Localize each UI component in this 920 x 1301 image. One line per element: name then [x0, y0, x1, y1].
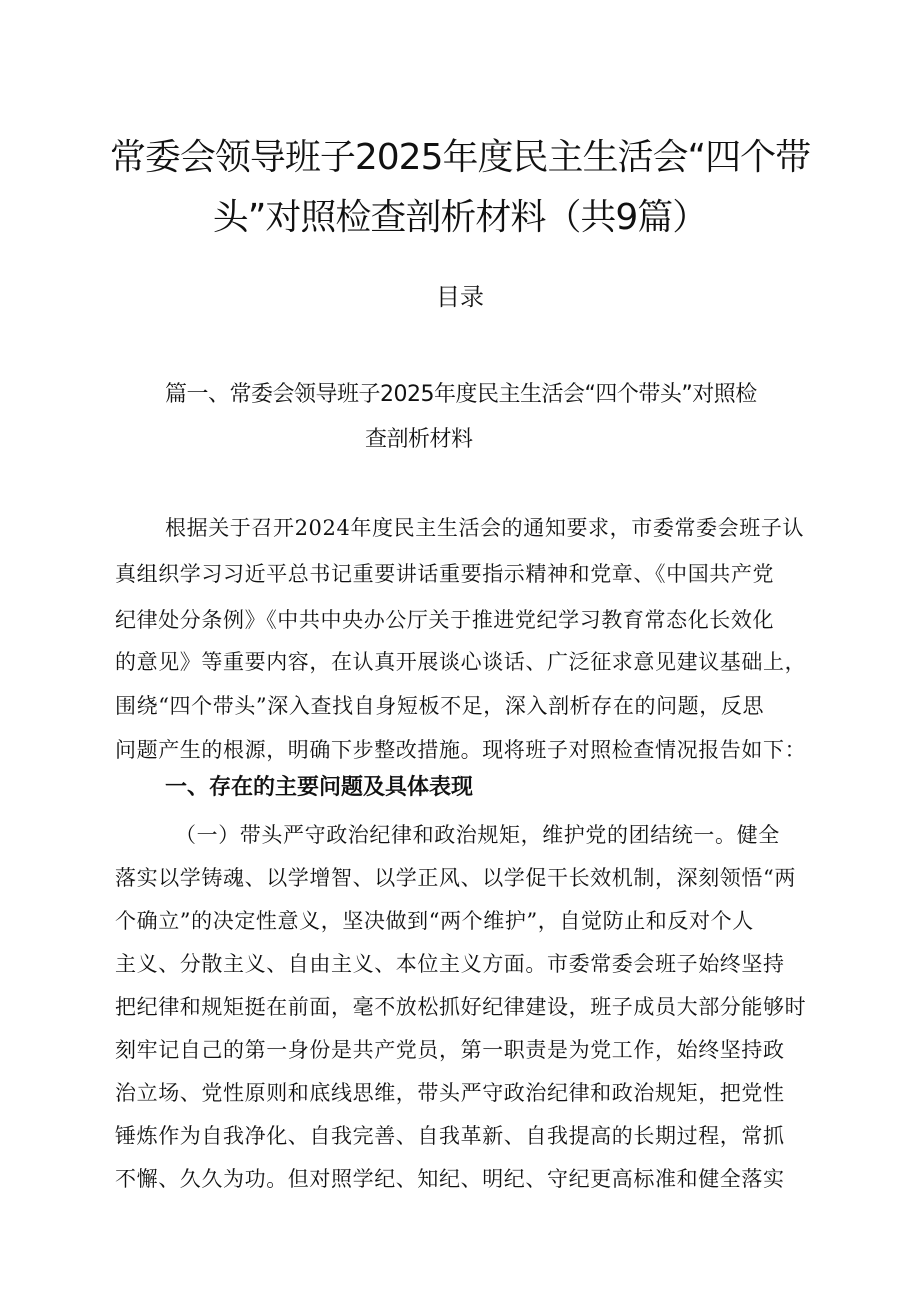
intro-line: 真组织学习习近平总书记重要讲话重要指示精神和党章、《中国共产党	[115, 562, 775, 586]
section-line: 把纪律和规矩挺在前面，毫不放松抓好纪律建设，班子成员大部分能够时	[115, 995, 807, 1019]
section-line: 刻牢记自己的第一身份是共产党员，第一职责是为党工作，始终坚持政	[115, 1038, 785, 1062]
title-line-1: 常委会领导班子2025年度民主生活会“四个带	[109, 137, 811, 178]
section-line: 主义、分散主义、自由主义、本位主义方面。市委常委会班子始终坚持	[115, 952, 785, 976]
document-title	[100, 128, 820, 248]
intro-line: 的意见》等重要内容，在认真开展谈心谈话、广泛征求意见建议基础上，	[115, 650, 807, 674]
intro-line: 围绕“四个带头”深入查找自身短板不足，深入剖析存在的问题，反思	[115, 694, 765, 718]
section-line: 落实以学铸魂、以学增智、以学正风、以学促干长效机制，深刻领悟“两	[115, 866, 796, 890]
toc-entry-1-line-1[interactable]: 篇一、常委会领导班子2025年度民主生活会“四个带头”对照检	[165, 382, 757, 407]
toc-heading: 目录	[436, 283, 484, 311]
intro-line: 纪律处分条例》《中共中央办公厅关于推进党纪学习教育常态化长效化	[115, 608, 775, 632]
section-line: 治立场、党性原则和底线思维，带头严守政治纪律和政治规矩，把党性	[115, 1081, 785, 1105]
section-line: （一）带头严守政治纪律和政治规矩，维护党的团结统一。健全	[175, 823, 780, 847]
title-line-2: 头”对照检查剖析材料（共9篇）	[212, 197, 708, 238]
toc-entry-1-line-2[interactable]: 查剖析材料	[365, 427, 473, 452]
section-line: 不懈、久久为功。但对照学纪、知纪、明纪、守纪更高标准和健全落实	[115, 1167, 785, 1191]
intro-line: 根据关于召开2024年度民主生活会的通知要求，市委常委会班子认	[165, 516, 805, 540]
section-heading: 一、存在的主要问题及具体表现	[165, 775, 474, 800]
intro-line: 问题产生的根源，明确下步整改措施。现将班子对照检查情况报告如下：	[115, 738, 807, 762]
section-line: 锤炼作为自我净化、自我完善、自我革新、自我提高的长期过程，常抓	[115, 1124, 785, 1148]
section-line: 个确立”的决定性意义，坚决做到“两个维护”，自觉防止和反对个人	[115, 909, 754, 933]
